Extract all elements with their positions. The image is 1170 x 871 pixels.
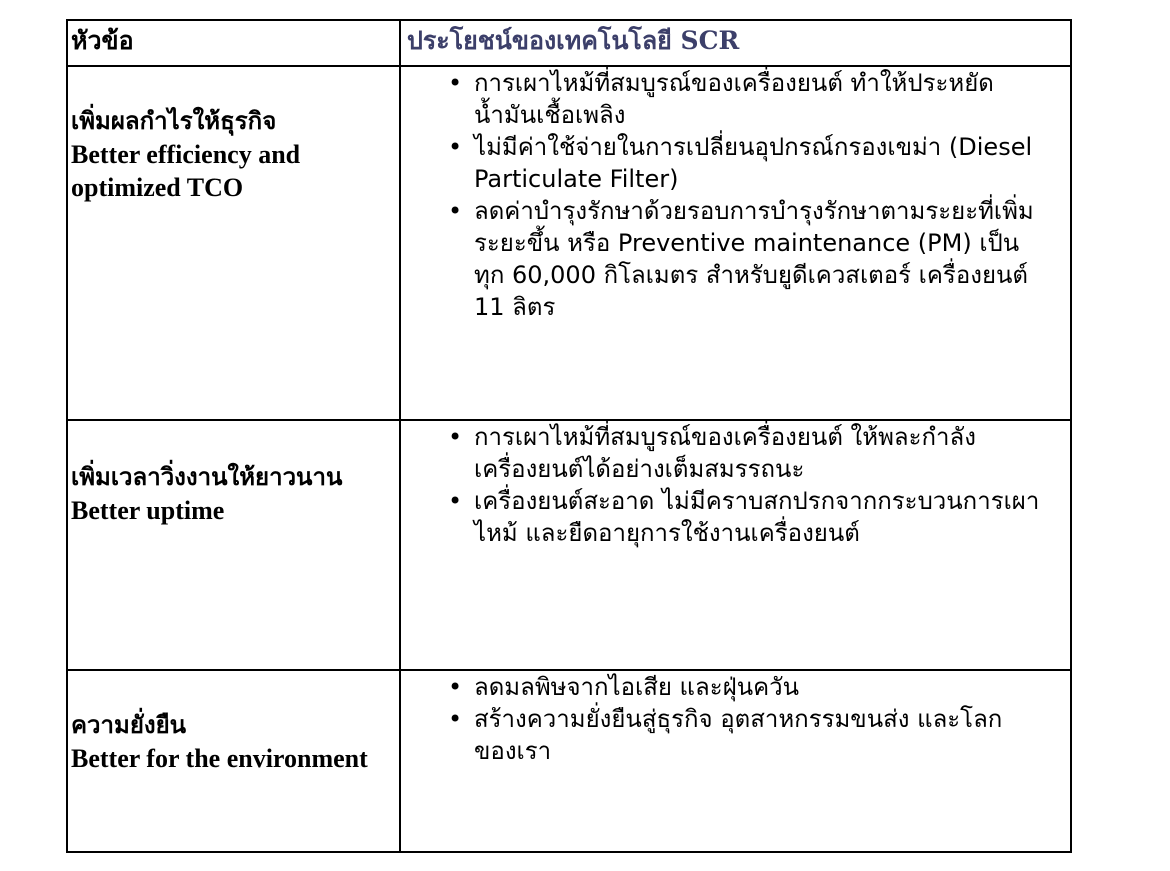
topic-cell [67, 66, 400, 420]
topic-english-line1: Better for the environment [71, 744, 368, 773]
scr-benefits-table [66, 19, 1072, 853]
benefit-list [401, 67, 1070, 323]
list-item: • การเผาไหม้ที่สมบูรณ์ของเครื่องยนต์ ทำให้ประหยัดน้ำมันเชื้อเพลิง [448, 67, 1044, 131]
table-row [67, 420, 1071, 670]
topic-english-line2: optimized TCO [71, 173, 244, 202]
topic-cell [67, 420, 400, 670]
list-item: • ลดมลพิษจากไอเสีย และฝุ่นควัน [448, 671, 1044, 703]
table-row [67, 66, 1071, 420]
header-topic: หัวข้อ [67, 20, 400, 66]
list-item: • การเผาไหม้ที่สมบูรณ์ของเครื่องยนต์ ให้พละกำลังเครื่องยนต์ได้อย่างเต็มสมรรถนะ [448, 421, 1044, 485]
list-item: • เครื่องยนต์สะอาด ไม่มีคราบสกปรกจากกระบวนการเผาไหม้ และยืดอายุการใช้งานเครื่องยนต์ [448, 485, 1044, 549]
topic-english-line1: Better efficiency and [71, 140, 301, 169]
table-row [67, 670, 1071, 852]
list-item: • สร้างความยั่งยืนสู่ธุรกิจ อุตสาหกรรมขนส่ง และโลกของเรา [448, 703, 1044, 767]
topic-english-line1: Better uptime [71, 496, 225, 525]
benefit-list [401, 421, 1070, 549]
topic-thai: เพิ่มผลกำไรให้ธุรกิจ [71, 107, 277, 135]
table-header-row [67, 20, 1071, 66]
header-benefit: ประโยชน์ของเทคโนโลยี SCR [400, 20, 1071, 66]
topic-thai: ความยั่งยืน [71, 711, 187, 739]
topic-cell [67, 670, 400, 852]
benefit-cell [400, 670, 1071, 852]
topic-thai: เพิ่มเวลาวิ่งงานให้ยาวนาน [71, 463, 343, 491]
list-item: • ลดค่าบำรุงรักษาด้วยรอบการบำรุงรักษาตามระยะที่เพิ่มระยะขึ้น หรือ Preventive maintenance (PM) เป็นทุก 60,000 กิโลเมตร สำหรับยูดีเควสเตอร์ เครื่องยนต์ 11 ลิตร [448, 195, 1044, 323]
list-item: • ไม่มีค่าใช้จ่ายในการเปลี่ยนอุปกรณ์กรองเขม่า (Diesel Particulate Filter) [448, 131, 1044, 195]
benefit-list [401, 671, 1070, 767]
benefit-cell [400, 66, 1071, 420]
benefit-cell [400, 420, 1071, 670]
